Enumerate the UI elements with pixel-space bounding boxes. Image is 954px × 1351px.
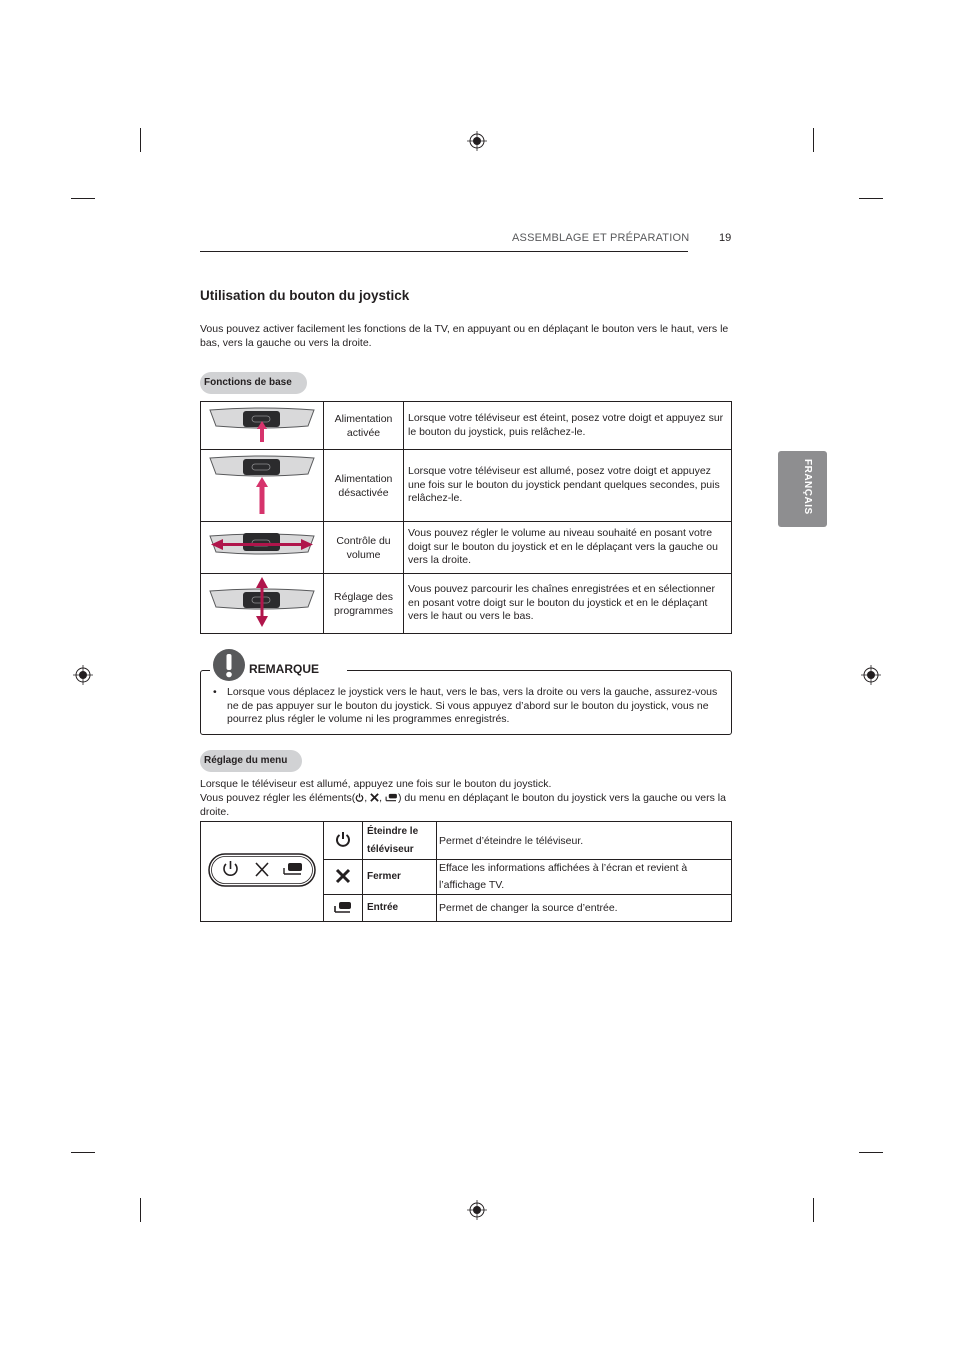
section-label-basic-functions: Fonctions de base <box>200 372 307 394</box>
menu-item-name: Entrée <box>363 895 437 922</box>
function-description: Vous pouvez régler le volume au niveau souhaité en posant votre doigt sur le bouton du joystick et en le déplaçant vers la gauche ou vers la droite. <box>404 522 732 574</box>
basic-functions-table <box>200 401 732 634</box>
function-description: Lorsque votre téléviseur est éteint, posez votre doigt et appuyez sur le bouton du joystick, puis relâchez-le. <box>404 402 732 450</box>
crop-mark <box>140 1198 141 1222</box>
page-number: 19 <box>719 232 732 244</box>
power-icon <box>355 793 364 802</box>
crop-mark <box>71 198 95 199</box>
registration-mark-icon <box>467 131 487 151</box>
menu-item-description: Efface les informations affichées à l’écran et revient à l’affichage TV. <box>437 860 732 895</box>
table-row <box>201 822 732 860</box>
crop-mark <box>71 1152 95 1153</box>
language-tab-label: FRANÇAIS <box>802 459 813 515</box>
menu-item-description: Permet d’éteindre le téléviseur. <box>437 822 732 860</box>
page-title: Utilisation du bouton du joystick <box>200 288 410 303</box>
function-description: Lorsque votre téléviseur est allumé, posez votre doigt et appuyez une fois sur le bouton du joystick pendant quelques secondes, puis relâchez-le. <box>404 450 732 522</box>
crop-mark <box>859 198 883 199</box>
language-tab <box>778 451 827 527</box>
intro-paragraph: Vous pouvez activer facilement les fonctions de la TV, en appuyant ou en déplaçant le bouton vers le haut, vers le bas, vers la gauche ou vers la droite. <box>200 323 729 349</box>
note-text: Lorsque vous déplacez le joystick vers le haut, vers le bas, vers la droite ou vers la gauche, assurez-vous ne de pas appuyer sur le bouton du joystick. Si vous appuyez d’abord sur le bouton du joystick, vous ne pourrez plus régler le volume ni les programmes enregistrés. <box>227 686 718 726</box>
joystick-press-icon <box>201 402 324 450</box>
menu-item-name: Éteindre le téléviseur <box>363 822 437 860</box>
menu-item-description: Permet de changer la source d’entrée. <box>437 895 732 922</box>
power-icon <box>324 822 363 860</box>
close-icon <box>324 860 363 895</box>
joystick-menu-icon <box>208 853 316 887</box>
crop-mark <box>859 1152 883 1153</box>
crop-mark <box>813 128 814 152</box>
exclamation-icon <box>212 648 246 682</box>
input-icon <box>385 793 398 802</box>
running-header: ASSEMBLAGE ET PRÉPARATION <box>512 232 690 244</box>
joystick-up-down-icon <box>201 574 324 634</box>
header-rule <box>200 251 688 252</box>
crop-mark <box>813 1198 814 1222</box>
menu-table <box>200 821 732 922</box>
menu-paragraph: Lorsque le téléviseur est allumé, appuyez une fois sur le bouton du joystick. Vous pouvez régler les éléments( , , ) du menu en déplaçant le bouton du joystick vers la gauche ou vers la droite. <box>200 778 726 818</box>
menu-panel-cell <box>201 822 324 922</box>
function-description: Vous pouvez parcourir les chaînes enregistrées et en sélectionner en posant votre doigt sur le bouton du joystick et en le déplaçant vers le haut ou vers le bas. <box>404 574 732 634</box>
table-row <box>201 522 732 574</box>
joystick-hold-icon <box>201 450 324 522</box>
section-label-menu: Réglage du menu <box>200 750 302 772</box>
table-row <box>201 402 732 450</box>
registration-mark-icon <box>73 665 93 685</box>
note-title: REMARQUE <box>249 662 320 676</box>
input-icon <box>324 895 363 922</box>
joystick-left-right-icon <box>201 522 324 574</box>
bullet-icon: • <box>213 686 217 698</box>
function-label: Réglage des programmes <box>324 574 404 634</box>
table-row <box>201 450 732 522</box>
table-row <box>201 574 732 634</box>
function-label: Contrôle du volume <box>324 522 404 574</box>
function-label: Alimentation activée <box>324 402 404 450</box>
close-icon <box>370 793 379 802</box>
function-label: Alimentation désactivée <box>324 450 404 522</box>
registration-mark-icon <box>467 1200 487 1220</box>
menu-item-name: Fermer <box>363 860 437 895</box>
crop-mark <box>140 128 141 152</box>
note-title-rule <box>331 670 347 671</box>
registration-mark-icon <box>861 665 881 685</box>
